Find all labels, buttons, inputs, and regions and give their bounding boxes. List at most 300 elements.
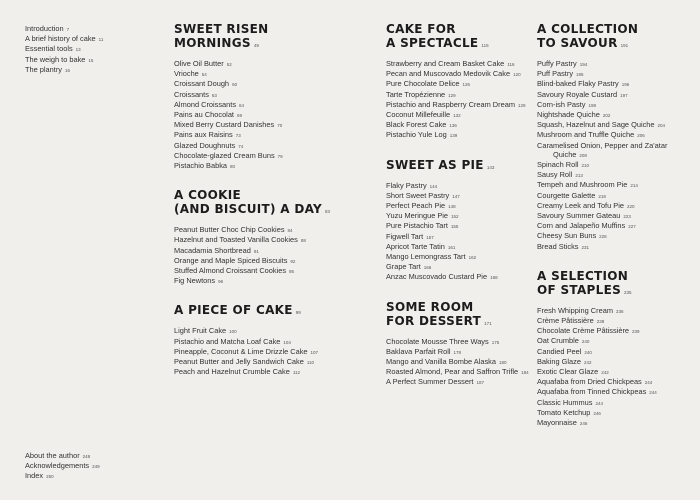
chapter-page-number: 143 xyxy=(486,164,495,170)
entry-title: A Perfect Summer Dessert xyxy=(386,377,474,387)
entry-page-number: 88 xyxy=(300,238,306,244)
toc-entry[interactable] xyxy=(537,141,697,150)
entry-title: Crème Pâtissière xyxy=(537,316,594,326)
entry-title: Pains au Chocolat xyxy=(174,110,234,120)
toc-entry[interactable] xyxy=(386,272,536,282)
front-matter-list xyxy=(25,24,145,75)
contents-column-3 xyxy=(537,22,697,445)
entry-page-number: 246 xyxy=(579,421,588,427)
chapter-heading[interactable] xyxy=(386,300,536,331)
toc-entry[interactable] xyxy=(537,191,697,201)
entry-page-number: 104 xyxy=(283,339,291,345)
chapter-heading-text: MORNINGS xyxy=(174,36,251,50)
entry-page-number: 250 xyxy=(46,474,54,480)
toc-entry[interactable] xyxy=(386,130,536,140)
chapter-page-number: 99 xyxy=(295,310,301,316)
entry-page-number: 238 xyxy=(596,319,605,325)
entry-page-number: 132 xyxy=(453,113,461,119)
toc-entry[interactable] xyxy=(386,232,536,242)
entry-page-number: 204 xyxy=(657,123,666,129)
toc-entry[interactable] xyxy=(386,221,536,231)
entry-title: Strawberry and Cream Basket Cake xyxy=(386,59,505,68)
entry-page-number: 239 xyxy=(632,329,640,335)
entry-title: Tempeh and Mushroom Pie xyxy=(537,180,628,190)
chapter-heading-line xyxy=(537,22,697,36)
entry-page-number: 73 xyxy=(235,133,241,139)
chapter-page-number: 235 xyxy=(624,289,632,295)
entry-title: Candied Peel xyxy=(537,346,582,356)
entry-title: Fresh Whipping Cream xyxy=(537,305,613,315)
entry-title: Pains aux Raisins xyxy=(174,130,233,140)
entry-title: Almond Croissants xyxy=(174,99,237,109)
back-matter-list xyxy=(25,451,145,482)
entry-page-number: 84 xyxy=(287,228,293,234)
entry-page-number: 184 xyxy=(521,370,529,376)
entry-title: Fig Newtons xyxy=(174,276,216,286)
chapter-heading-line xyxy=(174,22,354,36)
toc-entry[interactable] xyxy=(174,151,354,161)
toc-entry[interactable] xyxy=(537,211,697,221)
entry-title: Vrioche xyxy=(174,69,199,79)
toc-entry[interactable] xyxy=(537,408,697,418)
chapter-heading-line xyxy=(537,283,697,300)
entry-page-number: 227 xyxy=(628,224,636,230)
entry-page-number: 168 xyxy=(490,275,498,281)
chapter-heading-text: TO SAVOUR xyxy=(537,36,618,50)
chapter-heading-line xyxy=(174,188,354,202)
chapter-heading-text: A COOKIE xyxy=(174,188,242,203)
entry-page-number: 120 xyxy=(513,72,521,78)
entry-title: Corn-ish Pasty xyxy=(537,99,586,109)
toc-entry[interactable] xyxy=(386,59,536,69)
chapter-heading-line xyxy=(386,22,536,36)
entry-title: Flaky Pastry xyxy=(386,180,427,190)
toc-entry[interactable] xyxy=(537,316,697,326)
entry-page-number: 95 xyxy=(289,269,295,275)
entry-page-number: 96 xyxy=(218,279,224,285)
toc-entry[interactable] xyxy=(174,256,354,266)
toc-entry[interactable] xyxy=(386,201,536,211)
chapter-heading[interactable] xyxy=(174,303,354,320)
entry-page-number: 162 xyxy=(468,255,477,261)
toc-entry[interactable] xyxy=(386,337,536,347)
toc-entry[interactable] xyxy=(174,79,354,89)
entry-page-number: 152 xyxy=(451,214,459,220)
toc-entry[interactable] xyxy=(537,231,697,241)
toc-entry[interactable] xyxy=(386,100,536,110)
toc-entry[interactable] xyxy=(174,110,354,120)
entry-page-number: 195 xyxy=(576,72,584,78)
toc-entry[interactable] xyxy=(537,100,697,110)
entry-title: Pistachio and Raspberry Cream Dream xyxy=(386,99,515,109)
entry-page-number: 110 xyxy=(306,360,315,366)
chapter-heading-line xyxy=(386,314,536,331)
toc-entry[interactable] xyxy=(386,347,536,357)
chapter-heading-text: SWEET RISEN xyxy=(174,22,269,36)
entry-title: The plantry xyxy=(25,64,62,74)
entry-page-number: 139 xyxy=(449,133,458,139)
toc-entry[interactable] xyxy=(386,79,536,89)
entry-title: Apricot Tarte Tatin xyxy=(386,241,445,251)
toc-entry[interactable] xyxy=(537,59,697,69)
toc-entry[interactable] xyxy=(537,150,697,160)
entry-page-number: 136 xyxy=(449,123,457,129)
toc-entry[interactable] xyxy=(386,377,536,387)
entry-page-number: 107 xyxy=(310,349,319,355)
toc-entry[interactable] xyxy=(537,347,697,357)
entry-page-number: 197 xyxy=(620,92,628,98)
entry-page-number: 116 xyxy=(507,62,515,67)
entry-title: Pistachio and Matcha Loaf Cake xyxy=(174,336,281,346)
chapter-section xyxy=(174,303,354,377)
toc-entry[interactable] xyxy=(537,221,697,231)
toc-entry[interactable] xyxy=(386,191,536,201)
entry-page-number: 231 xyxy=(581,244,590,250)
entry-title: Chocolate-glazed Cream Buns xyxy=(174,150,275,160)
chapter-heading-text: SOME ROOM xyxy=(386,299,474,314)
entry-title: Baking Glaze xyxy=(537,356,581,366)
entry-title: About the author xyxy=(25,451,80,460)
chapter-heading-text: A SPECTACLE xyxy=(386,36,479,50)
chapter-heading-line xyxy=(537,269,697,283)
toc-entry[interactable] xyxy=(25,65,145,75)
entry-page-number: 198 xyxy=(588,102,596,108)
toc-entry[interactable] xyxy=(386,69,536,79)
chapter-heading[interactable] xyxy=(386,158,536,175)
entry-title: Short Sweet Pastry xyxy=(386,190,450,200)
entry-title: Introduction xyxy=(25,24,64,33)
toc-entry[interactable] xyxy=(386,120,536,130)
chapter-heading-text: CAKE FOR xyxy=(386,22,456,36)
toc-entry[interactable] xyxy=(386,262,536,272)
entry-title: Chocolate Crème Pâtissière xyxy=(537,326,630,336)
toc-entry[interactable] xyxy=(386,252,536,262)
toc-entry[interactable] xyxy=(537,79,697,89)
entry-page-number: 157 xyxy=(426,234,434,240)
chapter-heading[interactable] xyxy=(537,22,697,53)
chapter-heading-text: SWEET AS PIE xyxy=(386,157,484,172)
chapter-heading-line xyxy=(174,303,354,320)
entry-title: Caramelised Onion, Pepper and Za'atar xyxy=(537,140,668,150)
entry-page-number: 11 xyxy=(98,37,104,43)
entry-title: Peanut Butter Choc Chip Cookies xyxy=(174,225,285,235)
chapter-heading-line xyxy=(386,36,536,53)
toc-entry[interactable] xyxy=(174,347,354,357)
entry-page-number: 202 xyxy=(602,113,611,119)
entry-page-number: 208 xyxy=(579,152,587,158)
chapter-page-number: 171 xyxy=(484,320,492,326)
toc-entry[interactable] xyxy=(537,201,697,211)
entry-page-number: 15 xyxy=(88,57,94,63)
entry-title: Spinach Roll xyxy=(537,160,579,170)
entry-title: Pineapple, Coconut & Lime Drizzle Cake xyxy=(174,346,308,356)
contents-column-2 xyxy=(386,22,536,405)
entry-title: The weigh to bake xyxy=(25,54,86,64)
entry-title: Pecan and Muscovado Medovik Cake xyxy=(386,69,511,79)
entry-title: Coconut Millefeuille xyxy=(386,110,451,120)
entry-title: Peach and Hazelnut Crumble Cake xyxy=(174,367,290,377)
entry-page-number: 180 xyxy=(498,360,507,366)
entry-title: Courgette Galette xyxy=(537,190,596,200)
toc-entry[interactable] xyxy=(386,211,536,221)
chapter-heading[interactable] xyxy=(174,188,354,219)
toc-entry[interactable] xyxy=(25,44,145,54)
entry-page-number: 63 xyxy=(211,92,217,98)
toc-entry[interactable] xyxy=(537,160,697,170)
chapter-section xyxy=(537,269,697,428)
toc-entry[interactable] xyxy=(174,337,354,347)
toc-entry[interactable] xyxy=(25,55,145,65)
entry-page-number: 246 xyxy=(593,410,601,416)
entry-page-number: 112 xyxy=(292,370,301,376)
chapter-section xyxy=(174,22,354,171)
entry-page-number: 244 xyxy=(644,380,653,386)
entry-page-number: 210 xyxy=(581,163,590,169)
entry-title: Roasted Almond, Pear and Saffron Trifle xyxy=(386,367,519,377)
toc-entry[interactable] xyxy=(174,266,354,276)
entry-title: Pure Chocolate Delice xyxy=(386,79,460,89)
toc-entry[interactable] xyxy=(537,398,697,408)
chapter-heading[interactable] xyxy=(174,22,354,53)
chapter-page-number: 115 xyxy=(481,43,489,48)
entry-title: Hazelnut and Toasted Vanilla Cookies xyxy=(174,235,298,245)
entry-title: Puff Pastry xyxy=(537,69,574,79)
entry-title: Glazed Doughnuts xyxy=(174,140,236,150)
entry-page-number: 206 xyxy=(637,133,645,139)
entry-page-number: 175 xyxy=(491,339,500,345)
toc-entry[interactable] xyxy=(25,34,145,44)
entry-title: Mixed Berry Custard Danishes xyxy=(174,120,275,130)
chapter-heading-text: (AND BISCUIT) A DAY xyxy=(174,202,323,217)
toc-entry[interactable] xyxy=(174,246,354,256)
entry-page-number: 214 xyxy=(630,183,638,189)
entry-title: Nightshade Quiche xyxy=(537,110,600,120)
entry-title: Quiche xyxy=(553,149,577,159)
entry-page-number: 79 xyxy=(277,153,283,159)
entry-page-number: 223 xyxy=(623,214,631,220)
entry-page-number: 13 xyxy=(75,47,81,53)
toc-entry[interactable] xyxy=(537,326,697,336)
entry-title: Orange and Maple Spiced Biscuits xyxy=(174,255,288,265)
entry-title: Oat Crumble xyxy=(537,336,579,346)
entry-title: Croissant Dough xyxy=(174,79,230,89)
toc-entry[interactable] xyxy=(174,235,354,245)
entry-title: Peanut Butter and Jelly Sandwich Cake xyxy=(174,357,304,367)
toc-entry[interactable] xyxy=(174,59,354,69)
entry-title: Yuzu Meringue Pie xyxy=(386,211,449,221)
toc-entry[interactable] xyxy=(537,367,697,377)
chapter-page-number: 83 xyxy=(325,209,331,215)
chapter-section xyxy=(386,158,536,283)
entry-title: Baklava Parfait Roll xyxy=(386,346,451,356)
entry-page-number: 187 xyxy=(476,380,484,386)
entry-title: Tarte Tropézienne xyxy=(386,89,446,99)
toc-entry[interactable] xyxy=(537,69,697,79)
entry-page-number: 7 xyxy=(66,27,70,32)
toc-entry[interactable] xyxy=(537,90,697,100)
entry-title: Mayonnaise xyxy=(537,418,577,428)
chapter-section xyxy=(386,22,536,141)
entry-title: Cheesy Sun Buns xyxy=(537,231,597,241)
chapter-page-number: 191 xyxy=(620,43,629,48)
entry-title: Chocolate Mousse Three Ways xyxy=(386,336,489,346)
entry-title: A brief history of cake xyxy=(25,34,96,44)
toc-entry[interactable] xyxy=(174,100,354,110)
entry-page-number: 240 xyxy=(581,339,590,345)
toc-entry[interactable] xyxy=(174,69,354,79)
entry-title: Bread Sticks xyxy=(537,241,579,251)
entry-title: Squash, Hazelnut and Sage Quiche xyxy=(537,120,655,130)
toc-entry[interactable] xyxy=(537,357,697,367)
entry-title: Mushroom and Truffle Quiche xyxy=(537,130,635,140)
entry-title: Pure Pistachio Tart xyxy=(386,221,448,231)
toc-entry[interactable] xyxy=(386,181,536,191)
toc-entry[interactable] xyxy=(25,24,145,34)
toc-entry[interactable] xyxy=(174,141,354,151)
entry-title: Sausy Roll xyxy=(537,170,573,180)
entry-page-number: 92 xyxy=(290,258,296,264)
entry-title: Black Forest Cake xyxy=(386,120,447,130)
toc-entry[interactable] xyxy=(537,130,697,140)
toc-entry[interactable] xyxy=(174,225,354,235)
toc-entry[interactable] xyxy=(386,110,536,120)
entry-page-number: 70 xyxy=(277,123,283,129)
entry-page-number: 91 xyxy=(253,248,259,254)
entry-page-number: 249 xyxy=(92,464,100,470)
entry-page-number: 236 xyxy=(616,308,624,314)
toc-entry[interactable] xyxy=(174,90,354,100)
entry-title: Tomato Ketchup xyxy=(537,407,591,417)
toc-entry[interactable] xyxy=(537,387,697,397)
entry-page-number: 242 xyxy=(601,370,609,376)
chapter-heading-text: A SELECTION xyxy=(537,268,629,283)
entry-page-number: 74 xyxy=(238,143,244,149)
entry-page-number: 54 xyxy=(201,72,207,78)
toc-entry[interactable] xyxy=(174,161,354,171)
toc-entry[interactable] xyxy=(537,110,697,120)
entry-page-number: 144 xyxy=(429,183,438,189)
entry-title: Aquafaba from Tinned Chickpeas xyxy=(537,387,647,397)
toc-entry[interactable] xyxy=(25,461,145,471)
entry-title: Mango Lemongrass Tart xyxy=(386,252,466,262)
toc-entry[interactable] xyxy=(25,451,145,461)
entry-page-number: 228 xyxy=(599,234,607,240)
chapter-section xyxy=(386,300,536,388)
entry-title: Pistachio Yule Log xyxy=(386,130,447,140)
entry-title: Olive Oil Butter xyxy=(174,59,224,68)
toc-entry[interactable] xyxy=(174,326,354,336)
entry-page-number: 148 xyxy=(448,204,456,210)
toc-entry[interactable] xyxy=(174,276,354,286)
entry-page-number: 52 xyxy=(226,62,232,67)
chapter-heading-line xyxy=(174,36,354,53)
entry-page-number: 60 xyxy=(232,82,238,88)
toc-entry[interactable] xyxy=(537,377,697,387)
entry-page-number: 155 xyxy=(450,224,459,230)
toc-entry[interactable] xyxy=(25,471,145,481)
chapter-heading-line xyxy=(386,300,536,314)
toc-entry[interactable] xyxy=(537,418,697,428)
entry-page-number: 213 xyxy=(575,173,583,179)
entry-page-number: 161 xyxy=(447,244,456,250)
toc-entry[interactable] xyxy=(537,306,697,316)
toc-entry[interactable] xyxy=(386,90,536,100)
entry-page-number: 126 xyxy=(462,82,471,88)
entry-page-number: 220 xyxy=(626,203,635,209)
entry-page-number: 80 xyxy=(230,164,236,170)
entry-page-number: 240 xyxy=(584,349,592,355)
chapter-heading-text: A COLLECTION xyxy=(537,22,639,36)
entry-page-number: 244 xyxy=(649,390,657,396)
entry-title: Anzac Muscovado Custard Pie xyxy=(386,272,488,282)
entry-title: Light Fruit Cake xyxy=(174,326,227,336)
toc-entry[interactable] xyxy=(174,357,354,367)
entry-title: Mango and Vanilla Bombe Alaska xyxy=(386,357,496,367)
entry-page-number: 64 xyxy=(239,102,245,108)
toc-entry[interactable] xyxy=(174,367,354,377)
chapter-heading[interactable] xyxy=(386,22,536,53)
entry-title: Perfect Peach Pie xyxy=(386,201,446,211)
entry-page-number: 129 xyxy=(517,102,526,108)
entry-page-number: 244 xyxy=(595,400,603,406)
entry-title: Savoury Royale Custard xyxy=(537,89,618,99)
toc-entry[interactable] xyxy=(537,180,697,190)
chapter-heading-text: A PIECE OF CAKE xyxy=(174,303,293,318)
entry-title: Creamy Leek and Tofu Pie xyxy=(537,200,624,210)
entry-title: Savoury Summer Gateau xyxy=(537,211,621,221)
entry-title: Blind-baked Flaky Pastry xyxy=(537,79,619,89)
entry-title: Croissants xyxy=(174,89,209,99)
entry-page-number: 178 xyxy=(453,349,462,355)
entry-title: Aquafaba from Dried Chickpeas xyxy=(537,377,642,387)
toc-entry[interactable] xyxy=(174,120,354,130)
entry-title: Index xyxy=(25,471,44,481)
entry-page-number: 69 xyxy=(236,113,242,119)
toc-entry[interactable] xyxy=(537,120,697,130)
entry-title: Essential tools xyxy=(25,44,73,54)
toc-entry[interactable] xyxy=(174,130,354,140)
toc-entry[interactable] xyxy=(386,357,536,367)
toc-entry[interactable] xyxy=(386,242,536,252)
toc-entry[interactable] xyxy=(537,242,697,252)
entry-title: Corn and Jalapeño Muffins xyxy=(537,221,626,231)
entry-title: Grape Tart xyxy=(386,262,421,272)
entry-title: Stuffed Almond Croissant Cookies xyxy=(174,266,287,276)
toc-entry[interactable] xyxy=(386,367,536,377)
entry-title: Macadamia Shortbread xyxy=(174,245,251,255)
toc-entry[interactable] xyxy=(537,170,697,180)
entry-page-number: 100 xyxy=(229,329,237,335)
chapter-heading-line xyxy=(174,202,354,219)
entry-page-number: 196 xyxy=(621,82,630,88)
entry-page-number: 194 xyxy=(579,62,588,67)
chapter-heading-line xyxy=(386,158,536,175)
entry-page-number: 242 xyxy=(583,359,592,365)
entry-page-number: 129 xyxy=(448,92,456,98)
chapter-heading[interactable] xyxy=(537,269,697,300)
entry-title: Pistachio Babka xyxy=(174,161,227,171)
chapter-heading-text: OF STAPLES xyxy=(537,282,622,297)
chapter-heading-text: FOR DESSERT xyxy=(386,313,482,328)
entry-title: Puffy Pastry xyxy=(537,59,577,68)
entry-page-number: 147 xyxy=(452,193,460,199)
toc-entry[interactable] xyxy=(537,336,697,346)
entry-title: Figwell Tart xyxy=(386,231,424,241)
entry-page-number: 16 xyxy=(64,67,70,73)
chapter-section xyxy=(537,22,697,252)
chapter-page-number: 49 xyxy=(253,43,259,48)
entry-title: Acknowledgements xyxy=(25,461,90,471)
